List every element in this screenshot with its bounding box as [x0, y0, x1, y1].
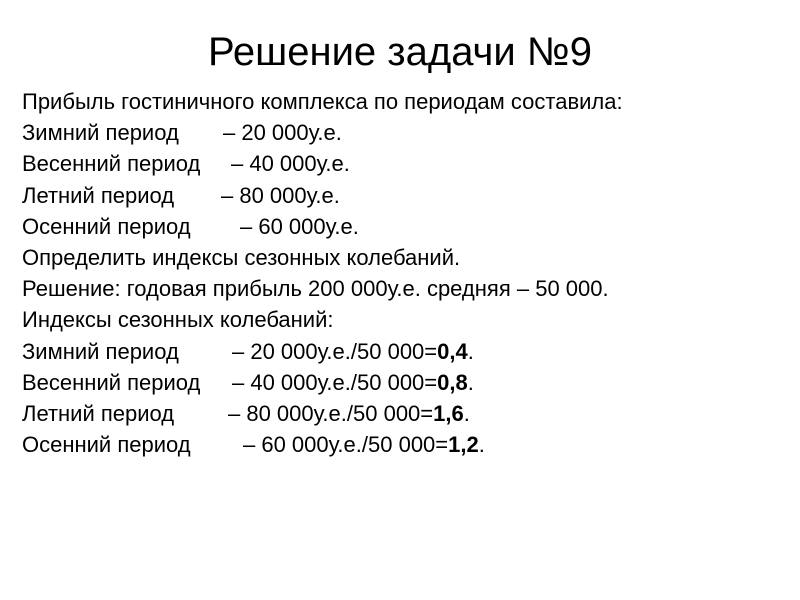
- period-label: Зимний период: [22, 120, 179, 146]
- result-formula: – 20 000у.е./50 000=: [232, 338, 438, 364]
- period-value: – 80 000у.е.: [221, 182, 340, 208]
- line-end: .: [467, 338, 474, 364]
- period-label: Осенний период: [22, 432, 191, 458]
- result-formula: – 60 000у.е./50 000=: [243, 432, 449, 458]
- period-label: Зимний период: [22, 338, 179, 364]
- result-formula: – 80 000у.е./50 000=: [228, 401, 434, 427]
- task-line: Определить индексы сезонных колебаний.: [22, 245, 461, 271]
- result-line-spring: [22, 367, 792, 398]
- season-index: 1,2: [448, 432, 479, 458]
- season-index: 0,8: [437, 369, 468, 395]
- period-value: – 20 000у.е.: [223, 120, 342, 146]
- result-formula: – 40 000у.е./50 000=: [232, 369, 438, 395]
- indices-heading: Индексы сезонных колебаний:: [22, 307, 334, 333]
- solution-line: Решение: годовая прибыль 200 000у.е. средняя – 50 000.: [22, 276, 609, 302]
- season-index: 1,6: [433, 401, 464, 427]
- slide-title: Решение задачи №9: [207, 30, 593, 74]
- period-value: – 40 000у.е.: [231, 151, 350, 177]
- slide-body: [22, 86, 792, 460]
- period-value: – 60 000у.е.: [240, 213, 359, 239]
- result-line-winter: [22, 336, 792, 367]
- period-label: Осенний период: [22, 213, 191, 239]
- line-end: .: [463, 401, 470, 427]
- result-line-summer: [22, 398, 792, 429]
- given-line-winter: [22, 117, 792, 148]
- period-label: Весенний период: [22, 151, 201, 177]
- given-line-spring: [22, 148, 792, 179]
- given-line-autumn: [22, 211, 792, 242]
- line-end: .: [478, 432, 485, 458]
- line-end: .: [467, 369, 474, 395]
- period-label: Летний период: [22, 182, 175, 208]
- season-index: 0,4: [437, 338, 468, 364]
- given-line-summer: [22, 180, 792, 211]
- period-label: Летний период: [22, 401, 175, 427]
- period-label: Весенний период: [22, 369, 201, 395]
- intro-line: Прибыль гостиничного комплекса по периодам составила:: [22, 89, 623, 114]
- result-line-autumn: [22, 429, 792, 460]
